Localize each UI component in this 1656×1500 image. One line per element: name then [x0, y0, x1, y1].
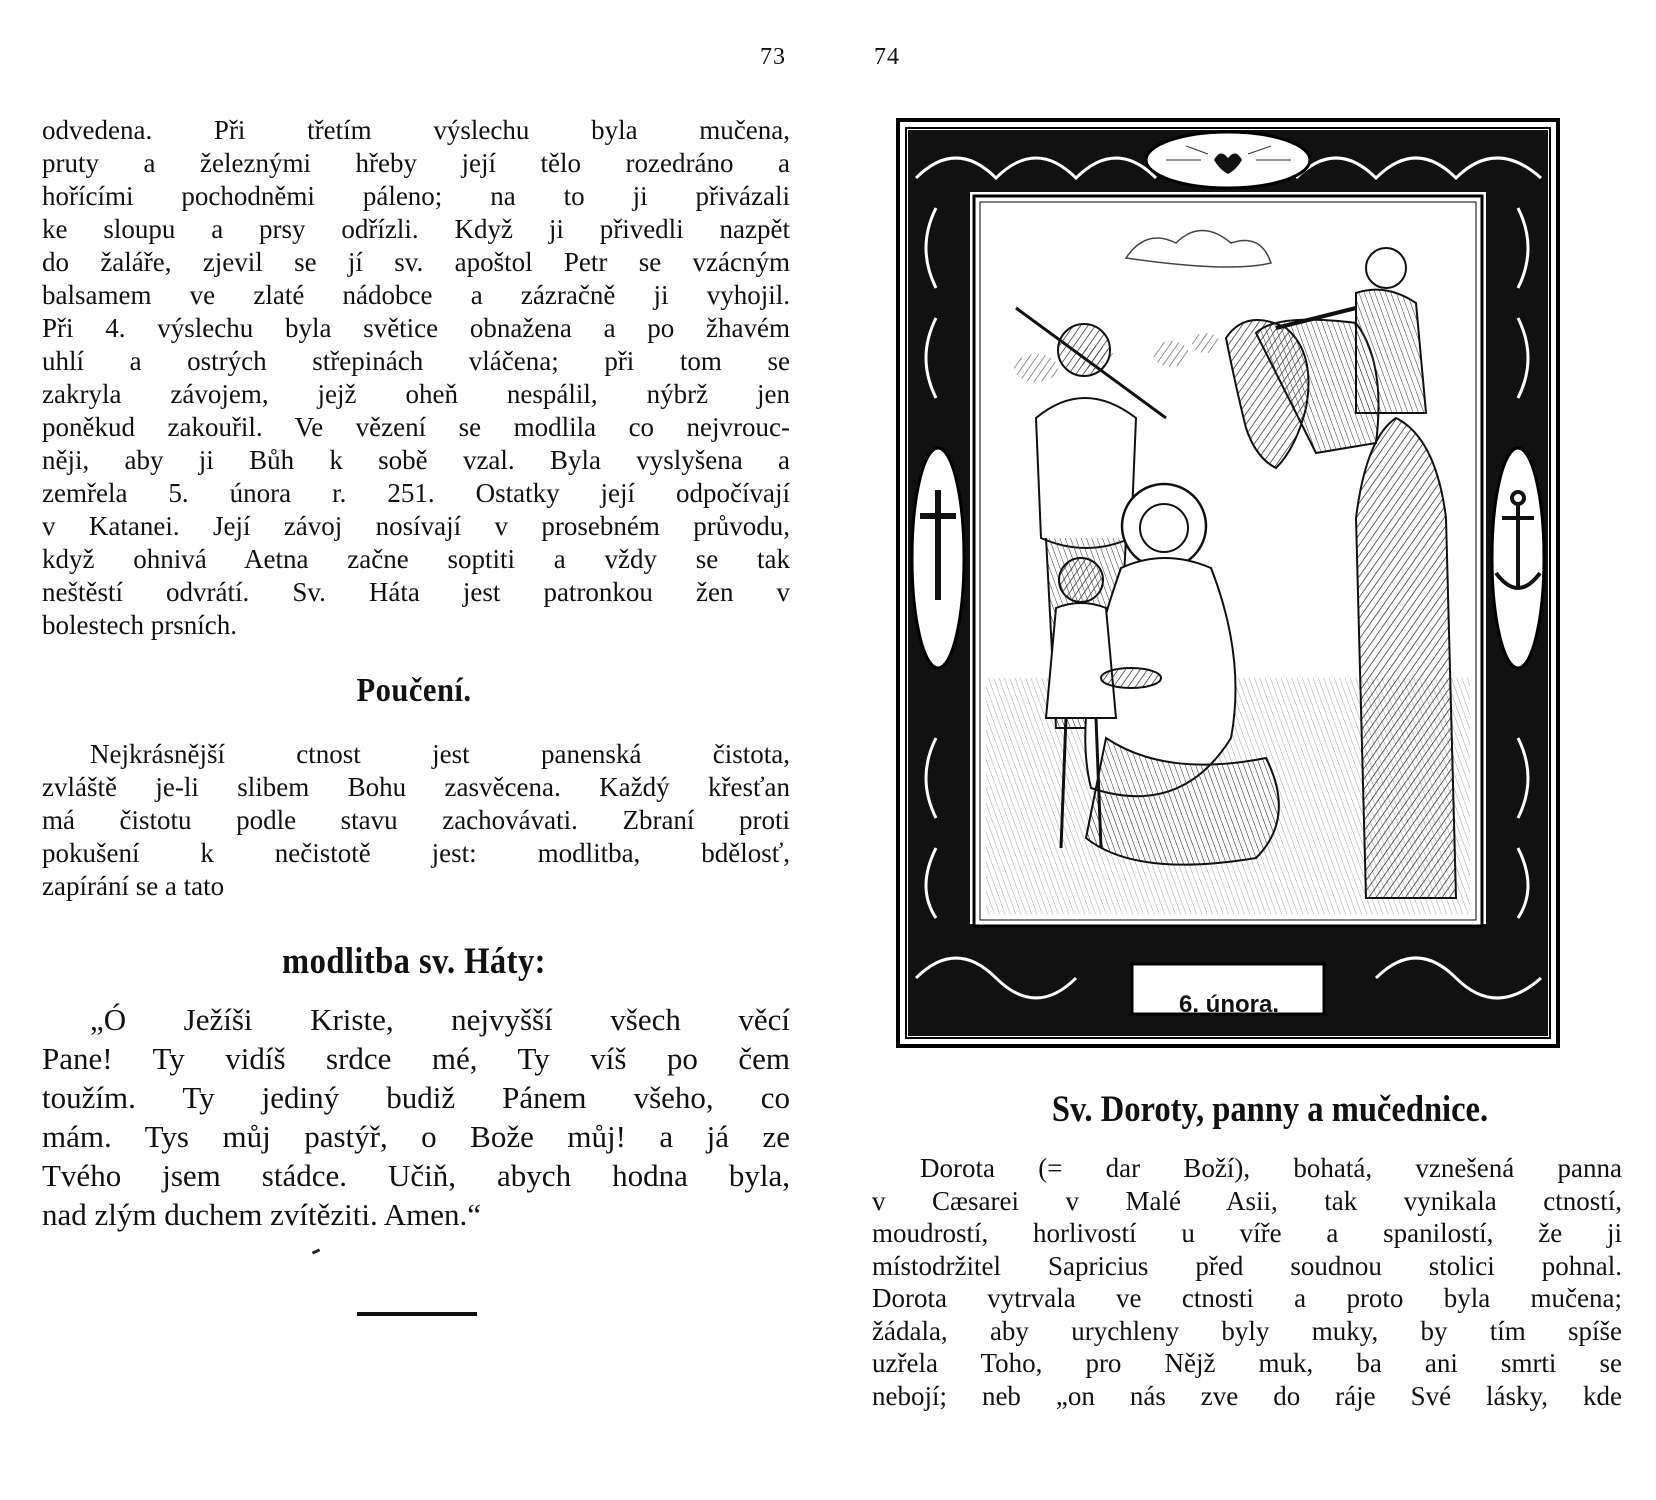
heading-dorota: Sv. Doroty, panny a mučednice. — [1051, 1089, 1489, 1130]
text-line: „Ó Ježíši Kriste, nejvyšší všech věcí — [90, 1002, 790, 1037]
text-line: odvedena. Při třetím výslechu byla mučena, — [42, 115, 790, 145]
page-number-left: 73 — [760, 44, 786, 70]
text-line: něji, aby ji Bůh k sobě vzal. Byla vyslyšena a — [42, 445, 790, 475]
heading-pouceni: Poučení. — [356, 672, 472, 709]
page-number-right: 74 — [874, 44, 900, 70]
text-line: pokušení k nečistotě jest: modlitba, bdělosť, — [42, 838, 790, 868]
text-line: žádala, aby urychleny byly muky, by tím spíše — [872, 1315, 1622, 1346]
text-line: zakryla závojem, jejž oheň nespálil, nýbrž jen — [42, 379, 790, 409]
text-line: Pane! Ty vidíš srdce mé, Ty víš po čem — [42, 1041, 790, 1076]
left-body-text — [42, 114, 790, 642]
illustration-caption: 6. února. — [1178, 991, 1280, 1018]
text-line: má čistotu podle stavu zachovávati. Zbraní proti — [42, 805, 790, 835]
engraving-svg — [896, 118, 1560, 1048]
text-line: uzřela Toho, pro Nějž muk, ba ani smrti se — [872, 1348, 1622, 1378]
text-line: ke sloupu a prsy odřízli. Když ji přivedli nazpět — [42, 214, 790, 244]
text-line: do žaláře, zjevil se jí sv. apoštol Petr se vzácným — [42, 247, 790, 277]
text-line: když ohnivá Aetna začne soptiti a vždy se tak — [42, 544, 790, 574]
text-line: neštěstí odvrátí. Sv. Háta jest patronkou žen v — [42, 577, 790, 607]
end-rule — [357, 1312, 477, 1316]
saint-dorothy-engraving — [896, 118, 1560, 1048]
prayer-text — [42, 1000, 790, 1234]
text-line: balsamem ve zlaté nádobce a zázračně ji vyhojil. — [42, 280, 790, 310]
right-page — [828, 0, 1656, 1500]
text-line: Při 4. výslechu byla světice obnažena a po žhavém — [42, 313, 790, 343]
text-line: Dorota (= dar Boží), bohatá, vznešená panna — [920, 1153, 1622, 1183]
text-line: v Katanei. Její závoj nosívají v prosebném průvodu, — [42, 511, 790, 541]
text-line: zemřela 5. února r. 251. Ostatky její odpočívají — [42, 478, 790, 508]
text-line: pruty a železnými hřeby její tělo rozedráno a — [42, 148, 790, 178]
text-line: bolestech prsních. — [42, 610, 237, 640]
robed-figure — [1356, 418, 1456, 898]
heading-prayer: modlitba sv. Háty: — [282, 941, 546, 982]
text-line: poněkud zakouřil. Ve vězení se modlila co nejvrouc- — [42, 412, 790, 442]
text-line: toužím. Ty jediný budiž Pánem všeho, co — [42, 1080, 790, 1115]
right-body-text — [872, 1152, 1622, 1412]
flower-basket — [1101, 668, 1161, 688]
text-line: moudrostí, horlivostí u víře a spanilostí, že ji — [872, 1218, 1622, 1248]
text-line: zvláště je-li slibem Bohu zasvěcena. Každý křesťan — [42, 772, 790, 802]
text-line: v Cæsarei v Malé Asii, tak vynikala ctností, — [872, 1185, 1622, 1216]
text-line: hořícími pochodněmi páleno; na to ji přivázali — [42, 181, 790, 211]
text-line: nebojí; neb „on nás zve do ráje Své lásky, kde — [872, 1380, 1622, 1411]
pouceni-text — [42, 738, 790, 903]
text-line: mám. Tys můj pastýř, o Bože můj! a já ze — [42, 1119, 790, 1154]
stray-ink-mark — [312, 1248, 321, 1254]
text-line: místodržitel Sapricius před soudnou stolici pohnal. — [872, 1250, 1622, 1281]
text-line: Tvého jsem stádce. Učiň, abych hodna byla, — [42, 1158, 790, 1193]
text-line: nad zlým duchem zvítěziti. Amen.“ — [42, 1197, 482, 1232]
text-line: uhlí a ostrých střepinách vláčena; při tom se — [42, 346, 790, 376]
text-line: Nejkrásnější ctnost jest panenská čistota, — [90, 739, 790, 769]
text-line: zapírání se a tato — [42, 871, 225, 901]
text-line: Dorota vytrvala ve ctnosti a proto byla mučena; — [872, 1283, 1622, 1313]
